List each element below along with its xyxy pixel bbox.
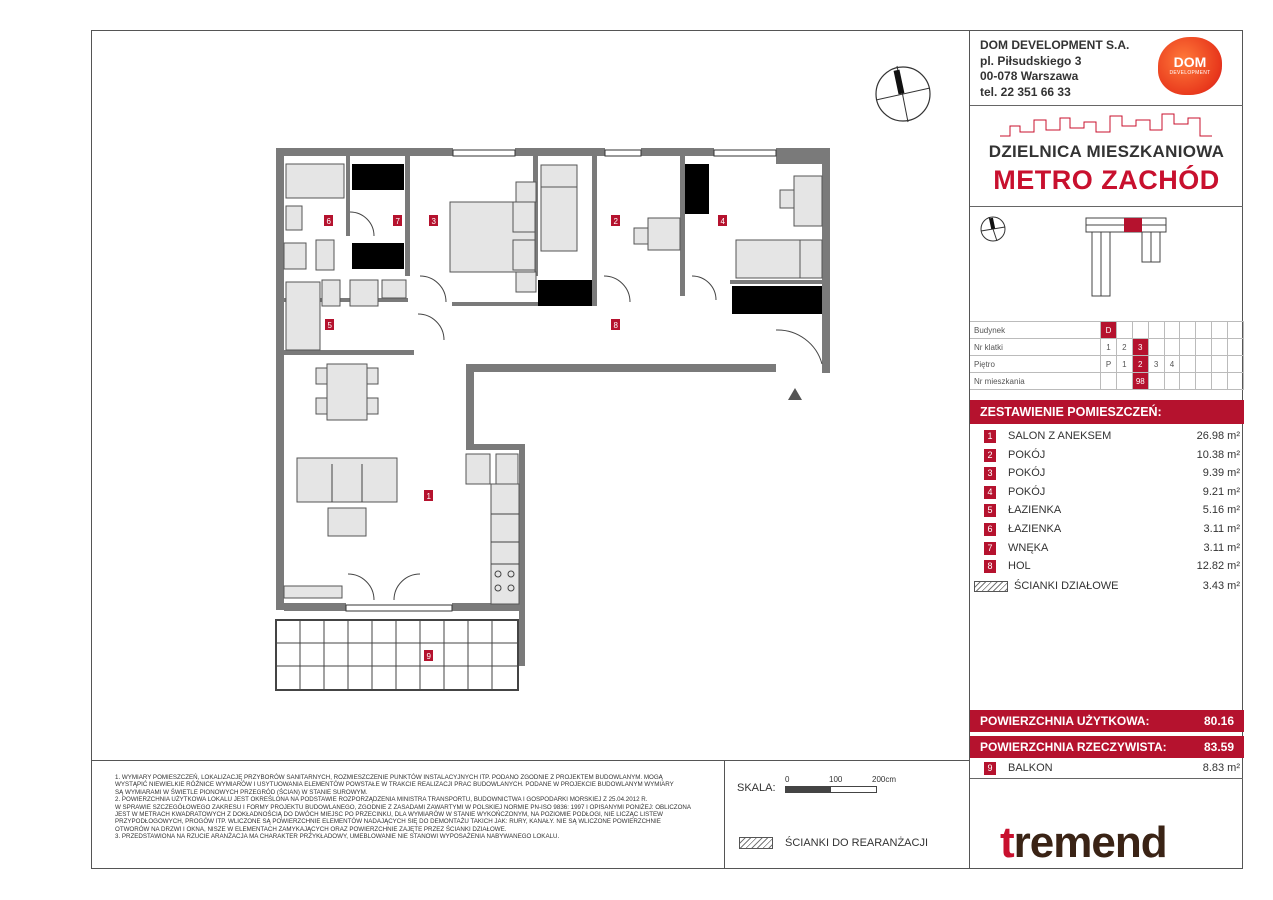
- svg-text:1: 1: [426, 492, 431, 501]
- info-cell: 98: [1132, 373, 1148, 390]
- info-cell: 3: [1148, 356, 1164, 373]
- room-num: 1: [984, 430, 996, 443]
- room-num: 7: [984, 542, 996, 555]
- dom-development-logo: [1158, 37, 1222, 95]
- living-room-furniture: [284, 364, 397, 598]
- room-label-2: [611, 215, 620, 226]
- svg-text:8: 8: [613, 321, 618, 330]
- info-cell: [1148, 373, 1164, 390]
- info-cell: [1148, 339, 1164, 356]
- bathroom-6-fixtures: [284, 164, 404, 270]
- svg-text:3: 3: [431, 217, 436, 226]
- svg-text:7: 7: [395, 217, 400, 226]
- scale-tick-200: 200cm: [872, 775, 897, 784]
- note-line: W SPRAWIE SZCZEGÓŁOWEGO ZAKRESU I FORMY PROJEKTU BUDOWLANEGO, ZGODNIE Z ZASADAMI ZAWARTYMI W POLSKIEJ NORMIE PN-ISO 9836: 1997 I OPISANYMI PONIŻEJ: OBLICZONA: [115, 803, 691, 811]
- room-area: 5.16 m²: [1202, 504, 1240, 517]
- info-row: [970, 322, 1244, 339]
- real-area-value: 83.59: [1203, 740, 1234, 754]
- notes-block: [91, 760, 725, 869]
- real-area-label: POWIERZCHNIA RZECZYWISTA:: [980, 740, 1167, 754]
- tremend-logo: [1000, 818, 1167, 868]
- info-cell: [1228, 356, 1244, 373]
- info-row-label: Piętro: [970, 356, 1101, 373]
- rooms-header: ZESTAWIENIE POMIESZCZEŃ:: [970, 400, 1244, 424]
- partition-hatch-swatch: [974, 581, 1008, 592]
- room-name: ŁAZIENKA: [1008, 523, 1062, 535]
- balcony-area: 8.83 m²: [1202, 762, 1240, 774]
- info-row-label: Budynek: [970, 322, 1101, 339]
- note-line: 3. PRZEDSTAWIONA NA RZUCIE ARANŻACJA MA CHARAKTER PRZYKŁADOWY, UMEBLOWANIE NIE STANOWI WYPOSAŻENIA NABYWANEGO LOKALU.: [115, 833, 560, 841]
- room-label-6: [324, 215, 333, 226]
- info-cell: [1180, 339, 1196, 356]
- room-name: HOL: [1008, 560, 1031, 573]
- room-num: 5: [984, 504, 996, 517]
- project-line-2: METRO ZACHÓD: [993, 165, 1220, 195]
- partition-row: [984, 578, 1240, 595]
- scale-tick-100: 100: [829, 775, 843, 784]
- project-line-1: DZIELNICA MIESZKANIOWA: [988, 142, 1225, 161]
- room-row: [984, 502, 1240, 519]
- info-cell: [1180, 373, 1196, 390]
- balcony-name: BALKON: [1008, 762, 1053, 774]
- info-row-label: Nr klatki: [970, 339, 1101, 356]
- skyline-icon: [1000, 112, 1212, 138]
- info-cell: [1196, 356, 1212, 373]
- room-label-7: [393, 215, 402, 226]
- room-label-9: [424, 650, 433, 661]
- note-line: OTWORÓW NA DRZWI I OKNA, NISZE W ELEMENTACH ZAMYKAJĄCYCH ORAZ POWIERZCHNIE ZAJĘTE PRZEZ ŚCIANKI DZIAŁOWE.: [115, 825, 507, 833]
- room-row: [984, 558, 1240, 575]
- tremend-logo-rest: remend: [1013, 818, 1167, 867]
- info-cell: [1212, 322, 1228, 339]
- svg-text:9: 9: [426, 652, 431, 661]
- info-cell: [1196, 322, 1212, 339]
- building-info-table: [970, 321, 1244, 390]
- room-area: 12.82 m²: [1196, 560, 1240, 573]
- room-row: [984, 428, 1240, 445]
- note-line: 2. POWIERZCHNIA UŻYTKOWA LOKALU JEST OKREŚLONA NA PODSTAWIE ROZPORZĄDZENIA MINISTRA TRANSPORTU, BUDOWNICTWA I GOSPODARKI MORSKIEJ Z 25.04.2012 R.: [115, 796, 648, 804]
- info-cell: D: [1101, 322, 1117, 339]
- room-num: 4: [984, 486, 996, 499]
- info-cell: [1148, 322, 1164, 339]
- company-info: [980, 38, 1129, 100]
- partition-area: 3.43 m²: [1202, 580, 1240, 592]
- room-row: [984, 465, 1240, 482]
- real-area-bar: [970, 736, 1244, 758]
- svg-text:6: 6: [326, 217, 331, 226]
- note-line: JEST W METRACH KWADRATOWYCH Z DOKŁADNOŚCIĄ DO DWÓCH MIEJSC PO PRZECINKU, DLA WYMIARÓW W STANIE WYKOŃCZONYM, NA POZIOMIE PODŁOGI, NIE LICZĄC LISTEW: [115, 811, 663, 819]
- note-line: PRZYPODŁOGOWYCH, PROGÓW ITP. WLICZONE SĄ POWIERZCHNIE ELEMENTÓW NADAJĄCYCH SIĘ DO DEMONTAŻU TAKICH JAK: RURY, KANAŁY. NIE SĄ WLICZONE POWIERZCHNIE: [115, 818, 661, 826]
- legend-hatch-swatch: [739, 837, 773, 849]
- building-site-map: [1082, 214, 1178, 302]
- room-area: 10.38 m²: [1196, 448, 1240, 461]
- legend-label: ŚCIANKI DO REARANŻACJI: [785, 837, 929, 849]
- info-cell: [1116, 322, 1132, 339]
- mini-compass-icon: [978, 214, 1008, 244]
- tremend-logo-t: t: [1000, 818, 1014, 867]
- scale-legend-block: [725, 760, 969, 869]
- company-name: DOM DEVELOPMENT S.A.: [980, 38, 1130, 52]
- info-cell: [1196, 339, 1212, 356]
- room-num: 2: [984, 449, 996, 462]
- info-cell: [1180, 322, 1196, 339]
- room-area: 9.21 m²: [1202, 485, 1240, 498]
- room-label-8: [611, 319, 620, 330]
- svg-text:5: 5: [327, 321, 332, 330]
- company-address-1: pl. Piłsudskiego 3: [980, 53, 1082, 68]
- room-label-1: [424, 490, 433, 501]
- balcony: [276, 620, 518, 690]
- kitchen-units: [466, 454, 519, 604]
- scale-bar-half: [830, 786, 877, 793]
- note-line: 1. WYMIARY POMIESZCZEŃ, LOKALIZACJĘ PRZYBORÓW SANITARNYCH, ROZMIESZCZENIE PUNKTÓW INSTALACYJNYCH ITP. PODANO ZGODNIE Z PROJEKTEM BUDOWLANYM. MOGĄ: [115, 774, 663, 781]
- room-name: SALON Z ANEKSEM: [1008, 430, 1112, 442]
- info-cell: [1180, 356, 1196, 373]
- room-row: [984, 521, 1240, 538]
- svg-text:2: 2: [613, 217, 618, 226]
- room-num: 8: [984, 560, 996, 573]
- info-cell: [1101, 373, 1117, 390]
- partition-name: ŚCIANKI DZIAŁOWE: [1014, 580, 1119, 592]
- info-row: [970, 373, 1244, 390]
- info-row: [970, 356, 1244, 373]
- room-area: 3.11 m²: [1203, 523, 1240, 535]
- info-cell: 1: [1116, 356, 1132, 373]
- company-phone: tel. 22 351 66 33: [980, 84, 1071, 99]
- info-cell: [1196, 373, 1212, 390]
- bedroom-2-furniture: [541, 165, 680, 251]
- info-panel: [969, 30, 1243, 869]
- scale-label: SKALA:: [737, 782, 776, 794]
- info-cell: [1164, 322, 1180, 339]
- info-cell: [1228, 339, 1244, 356]
- bedroom-4-furniture: [685, 164, 822, 314]
- info-cell: 2: [1132, 356, 1148, 373]
- usable-area-value: 80.16: [1203, 714, 1234, 728]
- room-num: 6: [984, 523, 996, 536]
- info-row: [970, 339, 1244, 356]
- note-line: SĄ WYMIARAMI W ŚWIETLE PIONOWYCH PRZEGRÓD (ŚCIAN) W STANIE SUROWYM.: [115, 788, 368, 796]
- room-num: 3: [984, 467, 996, 480]
- usable-area-bar: [970, 710, 1244, 732]
- info-cell: 1: [1101, 339, 1117, 356]
- compass-icon: [876, 66, 930, 122]
- bathroom-5-fixtures: [286, 280, 406, 350]
- info-cell: 4: [1164, 356, 1180, 373]
- company-address-2: 00-078 Warszawa: [980, 69, 1079, 83]
- room-name: ŁAZIENKA: [1008, 504, 1062, 517]
- info-cell: 3: [1132, 339, 1148, 356]
- room-area: 3.11 m²: [1203, 541, 1240, 554]
- room-label-3: [429, 215, 438, 226]
- balcony-num: 9: [984, 762, 996, 775]
- info-cell: [1116, 373, 1132, 390]
- usable-area-label: POWIERZCHNIA UŻYTKOWA:: [980, 714, 1150, 728]
- room-label-5: [325, 319, 334, 330]
- info-cell: [1228, 322, 1244, 339]
- svg-text:4: 4: [720, 217, 725, 226]
- room-row: [984, 540, 1240, 557]
- info-cell: [1212, 356, 1228, 373]
- info-cell: [1164, 373, 1180, 390]
- note-line: WYSTĄPIĆ NIEWIELKIE RÓŻNICE WYMIARÓW I USYTUOWANIA ELEMENTÓW POWSTAŁE W TRAKCIE REALIZACJI PRAC BUDOWLANYCH. PODANE W PROJEKCIE BUDOWLANYM WYMIARY: [115, 781, 674, 789]
- room-area: 26.98 m²: [1196, 430, 1240, 442]
- info-cell: [1164, 339, 1180, 356]
- scale-bar: [785, 786, 832, 793]
- info-cell: [1212, 373, 1228, 390]
- info-cell: [1212, 339, 1228, 356]
- info-cell: [1228, 373, 1244, 390]
- floor-plan: [91, 30, 969, 760]
- info-row-label: Nr mieszkania: [970, 373, 1101, 390]
- room-row: [984, 447, 1240, 464]
- logo-subtext: DEVELOPMENT: [1169, 70, 1211, 76]
- info-cell: P: [1101, 356, 1117, 373]
- scale-tick-0: 0: [785, 775, 790, 784]
- room-name: POKÓJ: [1008, 448, 1046, 461]
- balcony-row: [984, 760, 1240, 777]
- info-cell: 2: [1116, 339, 1132, 356]
- room-name: POKÓJ: [1008, 485, 1046, 498]
- entrance-arrow-icon: [788, 388, 802, 400]
- room-name: POKÓJ: [1008, 467, 1046, 480]
- info-cell: [1132, 322, 1148, 339]
- room-label-4: [718, 215, 727, 226]
- room-row: [984, 484, 1240, 501]
- room-area: 9.39 m²: [1202, 467, 1240, 480]
- logo-text: DOM: [1173, 54, 1207, 70]
- room-name: WNĘKA: [1008, 541, 1049, 554]
